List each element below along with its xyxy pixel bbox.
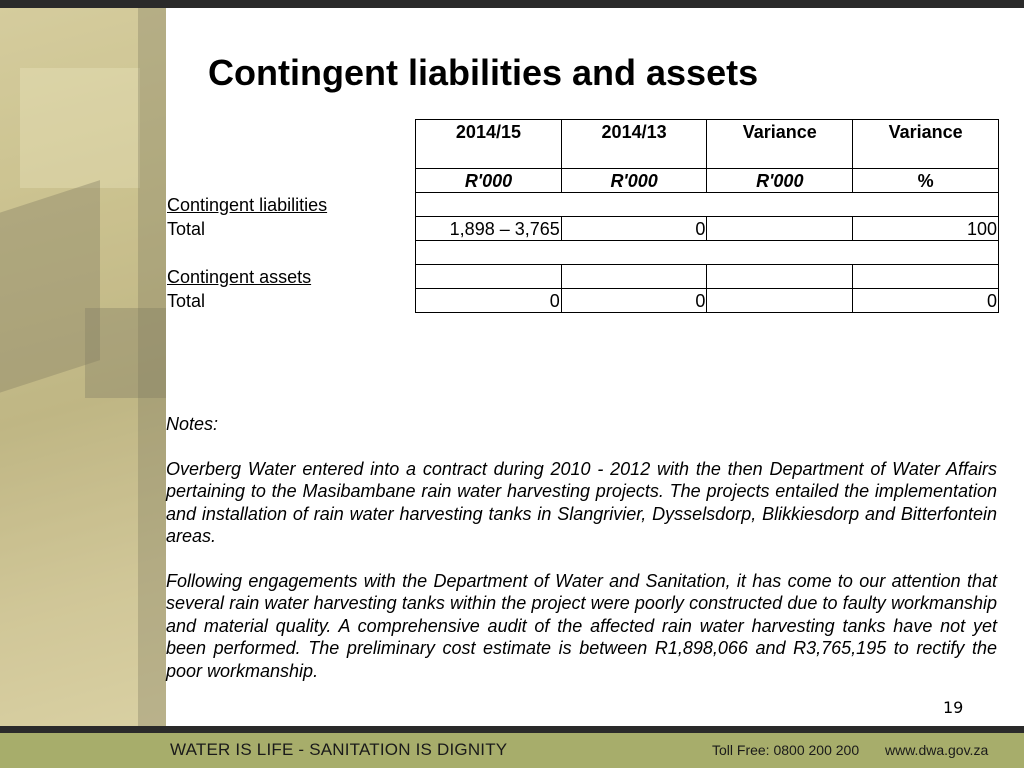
notes-block xyxy=(166,413,997,682)
row-label: Total xyxy=(167,218,206,239)
blank-row xyxy=(166,241,999,265)
table-cell: 100 xyxy=(853,217,999,241)
table-cell xyxy=(707,217,853,241)
col-header: Variance xyxy=(853,120,999,169)
unit-label: % xyxy=(853,169,999,193)
notes-heading: Notes: xyxy=(166,414,219,434)
top-bar xyxy=(0,0,1024,8)
table-header-row xyxy=(166,120,999,169)
page-number: 19 xyxy=(943,698,964,717)
notes-paragraph: Overberg Water entered into a contract during 2010 - 2012 with the then Department of Water Affairs pertaining to the Masibambane rain water harvesting projects. The projects entailed the implementation and installation of rain water harvesting tanks in Slangrivier, Dysselsdorp, Blikkiesdorp and Bitterfontein areas. xyxy=(166,458,997,546)
unit-label: R'000 xyxy=(707,169,853,193)
table-units-row xyxy=(166,169,999,193)
table-cell: 0 xyxy=(561,289,707,313)
row-label: Total xyxy=(167,290,206,311)
table-row-liabilities-total xyxy=(166,217,999,241)
col-header: Variance xyxy=(707,120,853,169)
section-row-liabilities xyxy=(166,193,999,217)
table-cell: 1,898 – 3,765 xyxy=(416,217,562,241)
footer-divider xyxy=(0,726,1024,733)
col-header: 2014/15 xyxy=(416,120,562,169)
col-header: 2014/13 xyxy=(561,120,707,169)
footer-website-link[interactable]: www.dwa.gov.za xyxy=(885,742,989,758)
table-cell: 0 xyxy=(561,217,707,241)
notes-paragraph: Following engagements with the Department of Water and Sanitation, it has come to our attention that several rain water harvesting tanks within the project were poorly constructed due to faulty workmanship and material quality. A comprehensive audit of the affected rain water harvesting tanks have not yet been performed. The preliminary cost estimate is between R1,898,066 and R3,765,195 to rectify the poor workmanship. xyxy=(166,570,997,681)
contingencies-table xyxy=(166,119,999,313)
unit-label: R'000 xyxy=(561,169,707,193)
table-row-assets-total xyxy=(166,289,999,313)
table-cell: 0 xyxy=(416,289,562,313)
decorative-side-image xyxy=(0,8,166,726)
section-row-assets xyxy=(166,265,999,289)
slide-title: Contingent liabilities and assets xyxy=(208,52,759,93)
section-label: Contingent assets xyxy=(167,266,312,287)
table-cell: 0 xyxy=(853,289,999,313)
footer-slogan: WATER IS LIFE - SANITATION IS DIGNITY xyxy=(170,740,508,759)
unit-label: R'000 xyxy=(416,169,562,193)
table-cell xyxy=(707,289,853,313)
footer-toll-free: Toll Free: 0800 200 200 xyxy=(712,742,860,758)
section-label: Contingent liabilities xyxy=(167,194,328,215)
footer-banner xyxy=(0,733,1024,768)
